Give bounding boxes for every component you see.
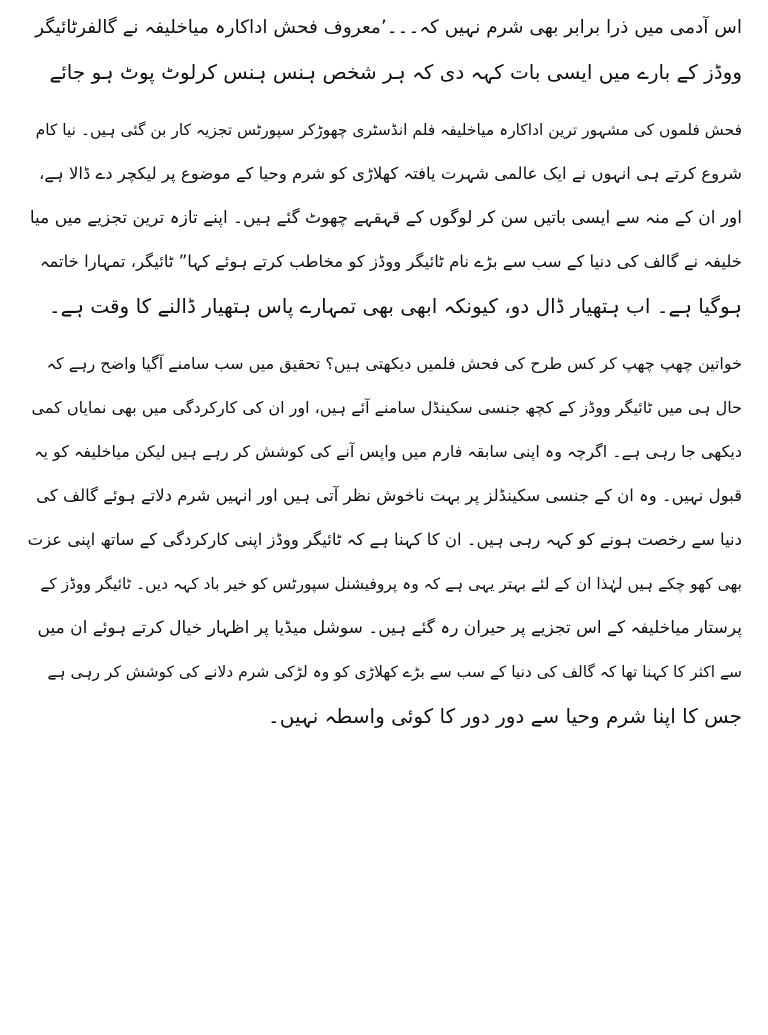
text-line: ووڈز کے بارے میں ایسی بات کہہ دی کہ ہر شخص ہنس ہنس کرلوٹ پوٹ ہو جائے (49, 60, 742, 84)
text-line: خلیفہ نے گالف کی دنیا کے سب سے بڑے نام ٹائیگر ووڈز کو مخاطب کرتے ہوئے کہا” ٹائیگر، تمہارا خاتمہ (39, 252, 742, 271)
text-line: شروع کرتے ہی انہوں نے ایک عالمی شہرت یافتہ کھلاڑی کو شرم وحیا کے موضوع پر لیکچر دے ڈالا ہے، (39, 164, 742, 183)
paragraph-spacer (26, 94, 742, 108)
text-line: پرستار میاخلیفہ کے اس تجزیے پر حیران رہ گئے ہیں۔ سوشل میڈیا پر اظہار خیال کرتے ہوئے ان میں (37, 618, 742, 638)
text-line: اور ان کے منہ سے ایسی باتیں سن کر لوگوں کے قہقہے چھوٹ گئے ہیں۔ اپنے تازہ ترین تجزیے میں میا (29, 208, 742, 228)
text-line: دیکھی جا رہی ہے۔ اگرچہ وہ اپنی سابقہ فارم میں واپس آنے کی کوشش کر رہے ہیں لیکن میاخلیفہ کو یہ (34, 442, 742, 461)
body-paragraph-2 (26, 342, 742, 738)
text-line: خواتین چھپ چھپ کر کس طرح کی فحش فلمیں دیکھتی ہیں؟ تحقیق میں سب سامنے آگیا واضح رہے کہ (46, 354, 742, 373)
text-line: قبول نہیں۔ وہ ان کے جنسی سکینڈلز پر بہت ناخوش نظر آتی ہیں اور انہیں شرم دلاتے ہوئے گالف کی (36, 486, 742, 505)
text-line: حال ہی میں ٹائیگر ووڈز کے کچھ جنسی سکینڈل سامنے آئے ہیں، اور ان کی کارکردگی میں بھی نمایاں کمی (31, 398, 742, 417)
text-line: بھی کھو چکے ہیں لہٰذا ان کے لئے بہتر یہی ہے کہ وہ پروفیشنل سپورٹس کو خیر باد کہہ دیں۔ ٹائیگر ووڈز کے (40, 575, 742, 593)
text-line: دنیا سے رخصت ہونے کو کہہ رہی ہیں۔ ان کا کہنا ہے کہ ٹائیگر ووڈز اپنی کارکردگی کے ساتھ اپنی عزت (27, 530, 742, 549)
body-paragraph-1 (26, 108, 742, 328)
headline-paragraph (26, 6, 742, 94)
text-line: سے اکثر کا کہنا تھا کہ گالف کی دنیا کے سب سے بڑے کھلاڑی کو وہ لڑکی شرم دلانے کی کوشش کر رہی ہے (47, 663, 742, 681)
text-line: ہوگیا ہے۔ اب ہتھیار ڈال دو، کیونکہ ابھی بھی تمہارے پاس ہتھیار ڈالنے کا وقت ہے۔ (48, 294, 742, 318)
paragraph-spacer (26, 328, 742, 342)
text-line: فحش فلموں کی مشہور ترین اداکارہ میاخلیفہ فلم انڈسٹری چھوڑکر سپورٹس تجزیہ کار بن گئی ہیں۔ نیا کام (35, 121, 742, 139)
text-line: جس کا اپنا شرم وحیا سے دور دور کا کوئی واسطہ نہیں۔ (268, 704, 742, 728)
text-line: اس آدمی میں ذرا برابر بھی شرم نہیں کہ۔۔۔’معروف فحش اداکارہ میاخلیفہ نے گالفرٹائیگر (35, 17, 742, 38)
